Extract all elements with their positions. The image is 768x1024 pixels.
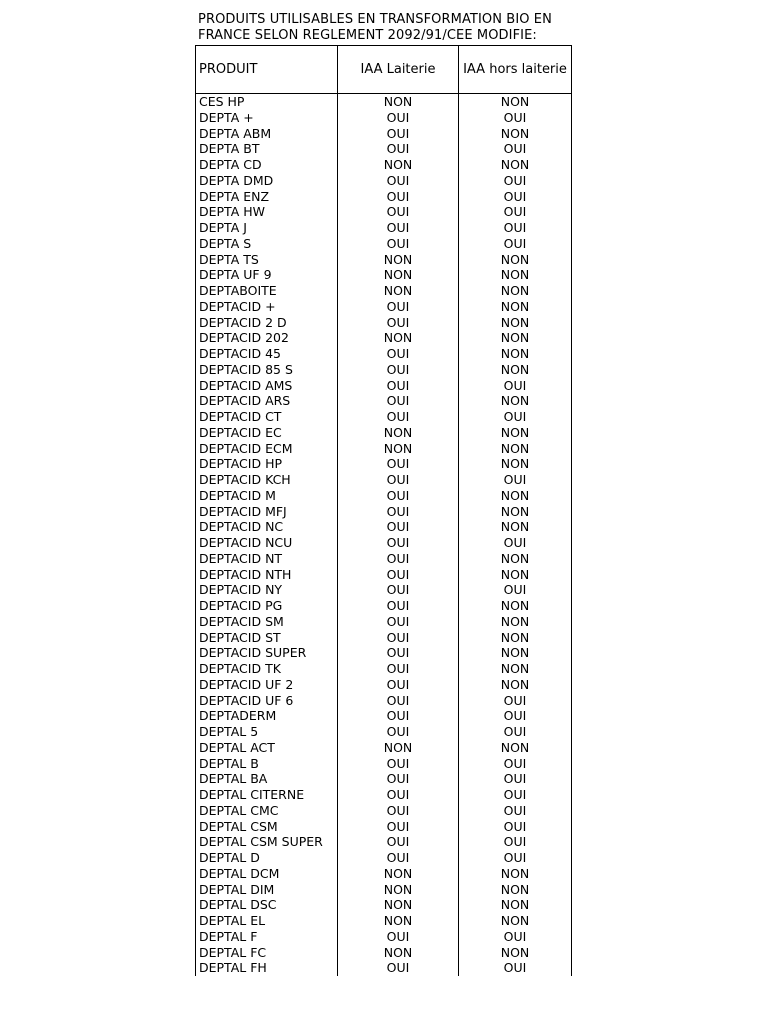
iaa-laiterie-cell: OUI xyxy=(338,504,459,520)
iaa-laiterie-cell: NON xyxy=(338,913,459,929)
table-row xyxy=(196,456,572,472)
iaa-laiterie-cell: OUI xyxy=(338,519,459,535)
product-name-cell: DEPTAL CMC xyxy=(196,803,338,819)
table-row xyxy=(196,614,572,630)
product-name-cell: DEPTAL CSM xyxy=(196,819,338,835)
table-row xyxy=(196,110,572,126)
table-row xyxy=(196,850,572,866)
iaa-laiterie-cell: OUI xyxy=(338,362,459,378)
table-row xyxy=(196,488,572,504)
product-name-cell: DEPTA HW xyxy=(196,204,338,220)
title-line-2: FRANCE SELON REGLEMENT 2092/91/CEE MODIFIE: xyxy=(198,28,537,43)
iaa-laiterie-cell: NON xyxy=(338,330,459,346)
table-row xyxy=(196,126,572,142)
table-row xyxy=(196,299,572,315)
product-name-cell: CES HP xyxy=(196,94,338,110)
product-name-cell: DEPTACID SUPER xyxy=(196,645,338,661)
product-name-cell: DEPTAL 5 xyxy=(196,724,338,740)
iaa-hors-laiterie-cell: OUI xyxy=(459,204,572,220)
iaa-hors-laiterie-cell: OUI xyxy=(459,189,572,205)
table-row xyxy=(196,252,572,268)
iaa-laiterie-cell: OUI xyxy=(338,236,459,252)
iaa-laiterie-cell: OUI xyxy=(338,535,459,551)
product-name-cell: DEPTA BT xyxy=(196,141,338,157)
table-row xyxy=(196,94,572,110)
table-row xyxy=(196,472,572,488)
table-row xyxy=(196,220,572,236)
iaa-laiterie-cell: OUI xyxy=(338,173,459,189)
iaa-laiterie-cell: OUI xyxy=(338,346,459,362)
table-row xyxy=(196,693,572,709)
iaa-hors-laiterie-cell: OUI xyxy=(459,535,572,551)
iaa-laiterie-cell: OUI xyxy=(338,708,459,724)
iaa-laiterie-cell: OUI xyxy=(338,850,459,866)
iaa-hors-laiterie-cell: OUI xyxy=(459,929,572,945)
iaa-hors-laiterie-cell: NON xyxy=(459,330,572,346)
iaa-laiterie-cell: OUI xyxy=(338,141,459,157)
iaa-laiterie-cell: NON xyxy=(338,441,459,457)
iaa-laiterie-cell: NON xyxy=(338,425,459,441)
product-name-cell: DEPTACID PG xyxy=(196,598,338,614)
iaa-laiterie-cell: OUI xyxy=(338,598,459,614)
iaa-laiterie-cell: OUI xyxy=(338,787,459,803)
iaa-laiterie-cell: NON xyxy=(338,283,459,299)
product-name-cell: DEPTACID ECM xyxy=(196,441,338,457)
table-body xyxy=(196,94,572,977)
table-row xyxy=(196,362,572,378)
iaa-laiterie-cell: OUI xyxy=(338,189,459,205)
iaa-laiterie-cell: OUI xyxy=(338,110,459,126)
product-name-cell: DEPTACID NC xyxy=(196,519,338,535)
iaa-hors-laiterie-cell: NON xyxy=(459,882,572,898)
product-name-cell: DEPTAL DIM xyxy=(196,882,338,898)
product-name-cell: DEPTAL F xyxy=(196,929,338,945)
iaa-laiterie-cell: NON xyxy=(338,252,459,268)
iaa-laiterie-cell: OUI xyxy=(338,488,459,504)
product-name-cell: DEPTA UF 9 xyxy=(196,267,338,283)
header-produit: PRODUIT xyxy=(196,46,338,94)
iaa-hors-laiterie-cell: NON xyxy=(459,157,572,173)
table-row xyxy=(196,267,572,283)
table-row xyxy=(196,535,572,551)
table-row xyxy=(196,724,572,740)
iaa-hors-laiterie-cell: NON xyxy=(459,913,572,929)
table-header-row xyxy=(196,46,572,94)
product-name-cell: DEPTACID ST xyxy=(196,630,338,646)
iaa-laiterie-cell: OUI xyxy=(338,299,459,315)
iaa-hors-laiterie-cell: NON xyxy=(459,504,572,520)
iaa-hors-laiterie-cell: NON xyxy=(459,661,572,677)
iaa-hors-laiterie-cell: NON xyxy=(459,456,572,472)
product-name-cell: DEPTAL DCM xyxy=(196,866,338,882)
product-name-cell: DEPTAL CITERNE xyxy=(196,787,338,803)
product-name-cell: DEPTACID MFJ xyxy=(196,504,338,520)
table-row xyxy=(196,771,572,787)
product-name-cell: DEPTACID SM xyxy=(196,614,338,630)
table-row xyxy=(196,189,572,205)
iaa-hors-laiterie-cell: NON xyxy=(459,598,572,614)
table-row xyxy=(196,819,572,835)
iaa-laiterie-cell: OUI xyxy=(338,614,459,630)
product-name-cell: DEPTACID UF 2 xyxy=(196,677,338,693)
iaa-laiterie-cell: NON xyxy=(338,897,459,913)
product-name-cell: DEPTAL D xyxy=(196,850,338,866)
iaa-hors-laiterie-cell: NON xyxy=(459,362,572,378)
product-name-cell: DEPTAL CSM SUPER xyxy=(196,834,338,850)
iaa-laiterie-cell: OUI xyxy=(338,960,459,976)
product-name-cell: DEPTA ABM xyxy=(196,126,338,142)
table-row xyxy=(196,787,572,803)
iaa-hors-laiterie-cell: OUI xyxy=(459,708,572,724)
product-name-cell: DEPTACID AMS xyxy=(196,378,338,394)
table-row xyxy=(196,645,572,661)
table-row xyxy=(196,756,572,772)
iaa-laiterie-cell: OUI xyxy=(338,693,459,709)
product-name-cell: DEPTA TS xyxy=(196,252,338,268)
iaa-laiterie-cell: OUI xyxy=(338,204,459,220)
iaa-hors-laiterie-cell: NON xyxy=(459,94,572,110)
iaa-hors-laiterie-cell: NON xyxy=(459,897,572,913)
iaa-hors-laiterie-cell: NON xyxy=(459,267,572,283)
iaa-hors-laiterie-cell: NON xyxy=(459,551,572,567)
table-row xyxy=(196,598,572,614)
iaa-laiterie-cell: NON xyxy=(338,945,459,961)
table-row xyxy=(196,315,572,331)
table-row xyxy=(196,283,572,299)
iaa-laiterie-cell: OUI xyxy=(338,756,459,772)
iaa-hors-laiterie-cell: OUI xyxy=(459,220,572,236)
table-row xyxy=(196,519,572,535)
iaa-laiterie-cell: OUI xyxy=(338,582,459,598)
product-name-cell: DEPTADERM xyxy=(196,708,338,724)
product-name-cell: DEPTACID + xyxy=(196,299,338,315)
table-row xyxy=(196,141,572,157)
product-name-cell: DEPTA DMD xyxy=(196,173,338,189)
product-name-cell: DEPTAL ACT xyxy=(196,740,338,756)
iaa-hors-laiterie-cell: OUI xyxy=(459,236,572,252)
iaa-laiterie-cell: OUI xyxy=(338,315,459,331)
table-row xyxy=(196,913,572,929)
iaa-laiterie-cell: OUI xyxy=(338,126,459,142)
iaa-hors-laiterie-cell: OUI xyxy=(459,834,572,850)
iaa-laiterie-cell: OUI xyxy=(338,472,459,488)
iaa-laiterie-cell: OUI xyxy=(338,567,459,583)
product-name-cell: DEPTAL FH xyxy=(196,960,338,976)
iaa-hors-laiterie-cell: OUI xyxy=(459,472,572,488)
product-name-cell: DEPTACID 85 S xyxy=(196,362,338,378)
iaa-hors-laiterie-cell: OUI xyxy=(459,771,572,787)
table-row xyxy=(196,929,572,945)
product-name-cell: DEPTACID M xyxy=(196,488,338,504)
table-row xyxy=(196,834,572,850)
table-row xyxy=(196,897,572,913)
product-name-cell: DEPTACID EC xyxy=(196,425,338,441)
iaa-laiterie-cell: NON xyxy=(338,157,459,173)
iaa-laiterie-cell: OUI xyxy=(338,834,459,850)
iaa-hors-laiterie-cell: OUI xyxy=(459,819,572,835)
product-name-cell: DEPTACID NY xyxy=(196,582,338,598)
iaa-laiterie-cell: NON xyxy=(338,740,459,756)
table-row xyxy=(196,157,572,173)
product-name-cell: DEPTACID 202 xyxy=(196,330,338,346)
product-name-cell: DEPTACID HP xyxy=(196,456,338,472)
product-name-cell: DEPTA + xyxy=(196,110,338,126)
table-row xyxy=(196,425,572,441)
iaa-hors-laiterie-cell: OUI xyxy=(459,378,572,394)
table-row xyxy=(196,740,572,756)
iaa-hors-laiterie-cell: NON xyxy=(459,393,572,409)
iaa-laiterie-cell: OUI xyxy=(338,220,459,236)
iaa-hors-laiterie-cell: NON xyxy=(459,614,572,630)
iaa-laiterie-cell: NON xyxy=(338,882,459,898)
product-name-cell: DEPTA J xyxy=(196,220,338,236)
product-name-cell: DEPTA S xyxy=(196,236,338,252)
header-iaa-hors-laiterie: IAA hors laiterie xyxy=(459,46,572,94)
table-row xyxy=(196,661,572,677)
iaa-laiterie-cell: OUI xyxy=(338,393,459,409)
iaa-hors-laiterie-cell: NON xyxy=(459,677,572,693)
product-name-cell: DEPTAL DSC xyxy=(196,897,338,913)
table-row xyxy=(196,630,572,646)
iaa-hors-laiterie-cell: NON xyxy=(459,346,572,362)
iaa-hors-laiterie-cell: OUI xyxy=(459,724,572,740)
iaa-laiterie-cell: NON xyxy=(338,866,459,882)
iaa-laiterie-cell: OUI xyxy=(338,661,459,677)
table-row xyxy=(196,551,572,567)
iaa-hors-laiterie-cell: OUI xyxy=(459,756,572,772)
iaa-laiterie-cell: OUI xyxy=(338,771,459,787)
iaa-laiterie-cell: OUI xyxy=(338,630,459,646)
iaa-hors-laiterie-cell: NON xyxy=(459,126,572,142)
table-row xyxy=(196,393,572,409)
table-row xyxy=(196,866,572,882)
product-name-cell: DEPTABOITE xyxy=(196,283,338,299)
iaa-hors-laiterie-cell: NON xyxy=(459,866,572,882)
iaa-hors-laiterie-cell: NON xyxy=(459,441,572,457)
iaa-hors-laiterie-cell: OUI xyxy=(459,960,572,976)
iaa-laiterie-cell: NON xyxy=(338,267,459,283)
iaa-laiterie-cell: OUI xyxy=(338,409,459,425)
iaa-hors-laiterie-cell: NON xyxy=(459,645,572,661)
table-row xyxy=(196,960,572,976)
iaa-laiterie-cell: OUI xyxy=(338,378,459,394)
iaa-hors-laiterie-cell: NON xyxy=(459,567,572,583)
iaa-hors-laiterie-cell: OUI xyxy=(459,693,572,709)
table-row xyxy=(196,378,572,394)
table-row xyxy=(196,173,572,189)
product-name-cell: DEPTACID NTH xyxy=(196,567,338,583)
product-name-cell: DEPTACID 45 xyxy=(196,346,338,362)
table-row xyxy=(196,236,572,252)
iaa-laiterie-cell: OUI xyxy=(338,929,459,945)
table-row xyxy=(196,945,572,961)
iaa-laiterie-cell: OUI xyxy=(338,645,459,661)
title-line-1: PRODUITS UTILISABLES EN TRANSFORMATION BIO EN xyxy=(198,12,552,27)
iaa-laiterie-cell: OUI xyxy=(338,551,459,567)
document-title xyxy=(198,12,578,44)
iaa-laiterie-cell: OUI xyxy=(338,803,459,819)
product-name-cell: DEPTACID TK xyxy=(196,661,338,677)
table-row xyxy=(196,567,572,583)
iaa-hors-laiterie-cell: NON xyxy=(459,425,572,441)
iaa-hors-laiterie-cell: OUI xyxy=(459,787,572,803)
product-name-cell: DEPTAL FC xyxy=(196,945,338,961)
iaa-hors-laiterie-cell: OUI xyxy=(459,110,572,126)
product-name-cell: DEPTACID KCH xyxy=(196,472,338,488)
iaa-hors-laiterie-cell: NON xyxy=(459,488,572,504)
table-row xyxy=(196,204,572,220)
table-row xyxy=(196,677,572,693)
iaa-laiterie-cell: OUI xyxy=(338,456,459,472)
iaa-laiterie-cell: OUI xyxy=(338,819,459,835)
iaa-laiterie-cell: NON xyxy=(338,94,459,110)
product-name-cell: DEPTACID ARS xyxy=(196,393,338,409)
table-row xyxy=(196,582,572,598)
table-row xyxy=(196,346,572,362)
product-name-cell: DEPTACID NT xyxy=(196,551,338,567)
iaa-hors-laiterie-cell: OUI xyxy=(459,409,572,425)
iaa-hors-laiterie-cell: NON xyxy=(459,252,572,268)
iaa-hors-laiterie-cell: OUI xyxy=(459,173,572,189)
iaa-hors-laiterie-cell: NON xyxy=(459,283,572,299)
product-name-cell: DEPTACID UF 6 xyxy=(196,693,338,709)
table-row xyxy=(196,803,572,819)
products-table xyxy=(195,45,572,976)
iaa-hors-laiterie-cell: NON xyxy=(459,315,572,331)
iaa-hors-laiterie-cell: NON xyxy=(459,740,572,756)
iaa-hors-laiterie-cell: NON xyxy=(459,630,572,646)
product-name-cell: DEPTA CD xyxy=(196,157,338,173)
product-name-cell: DEPTAL BA xyxy=(196,771,338,787)
iaa-hors-laiterie-cell: OUI xyxy=(459,803,572,819)
table-row xyxy=(196,504,572,520)
iaa-hors-laiterie-cell: NON xyxy=(459,519,572,535)
table-row xyxy=(196,330,572,346)
iaa-hors-laiterie-cell: OUI xyxy=(459,850,572,866)
product-name-cell: DEPTACID CT xyxy=(196,409,338,425)
iaa-laiterie-cell: OUI xyxy=(338,677,459,693)
product-name-cell: DEPTA ENZ xyxy=(196,189,338,205)
product-name-cell: DEPTAL B xyxy=(196,756,338,772)
iaa-laiterie-cell: OUI xyxy=(338,724,459,740)
iaa-hors-laiterie-cell: OUI xyxy=(459,141,572,157)
table-row xyxy=(196,708,572,724)
iaa-hors-laiterie-cell: NON xyxy=(459,299,572,315)
product-name-cell: DEPTACID 2 D xyxy=(196,315,338,331)
product-name-cell: DEPTACID NCU xyxy=(196,535,338,551)
product-name-cell: DEPTAL EL xyxy=(196,913,338,929)
table-row xyxy=(196,409,572,425)
header-iaa-laiterie: IAA Laiterie xyxy=(338,46,459,94)
table-row xyxy=(196,441,572,457)
iaa-hors-laiterie-cell: OUI xyxy=(459,582,572,598)
iaa-hors-laiterie-cell: NON xyxy=(459,945,572,961)
table-row xyxy=(196,882,572,898)
